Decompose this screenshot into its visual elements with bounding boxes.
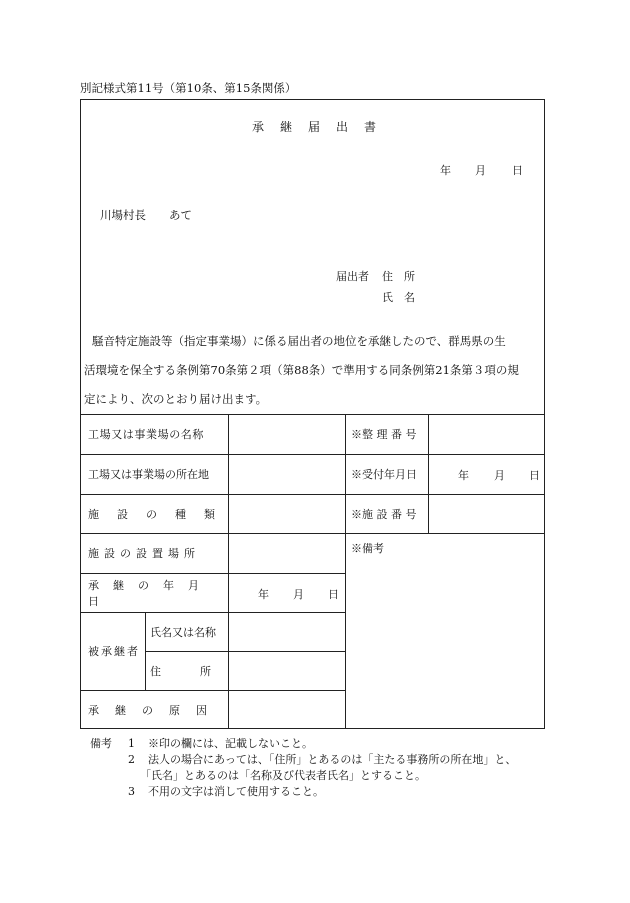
label-succession-reason (88, 690, 224, 729)
succession-date-month: 月 (293, 588, 304, 601)
statement (80, 327, 545, 414)
label-ref-no (351, 414, 427, 454)
label-facility-type-text: 施 設 の 種 類 (88, 507, 219, 521)
statement-line-3: 定により、次のとおり届け出ます。 (84, 392, 268, 406)
date-year: 年 (440, 164, 451, 177)
label-facility-type (88, 494, 224, 533)
note-3-num: 3 (128, 785, 135, 798)
statement-line-2: 活環境を保全する条例第70条第２項（第88条）で準用する同条例第21条第３項の規 (84, 363, 519, 377)
succession-date-day: 日 (328, 588, 339, 601)
label-factory-name (88, 414, 224, 454)
label-predecessor-name (150, 612, 226, 651)
notifier-address-label: 住 所 (382, 270, 415, 283)
statement-line-1: 騒音特定施設等（指定事業場）に係る届出者の地位を承継したので、群馬県の生 (92, 334, 506, 348)
form-caption: 別記様式第11号（第10条、第15条関係） (80, 81, 297, 95)
label-predecessor-address (150, 651, 226, 690)
label-office-remarks: ※備考 (351, 542, 384, 555)
notifier-label: 届出者 (336, 270, 369, 283)
label-facility-no-text: ※施 設 番 号 (351, 507, 417, 521)
label-succession-date (88, 573, 224, 612)
label-facility-no (351, 494, 427, 533)
label-predecessor-address-text: 住 所 (150, 664, 213, 678)
label-factory-location-text: 工場又は事業場の所在地 (88, 468, 209, 481)
note-1-num: 1 (128, 737, 135, 750)
label-predecessor-name-text: 氏名又は名称 (150, 625, 216, 639)
date-month: 月 (475, 164, 486, 177)
note-2-cont: 「氏名」とあるのは「名称及び代表者氏名」とすること。 (140, 769, 426, 782)
label-factory-location (88, 454, 224, 494)
label-succession-reason-text: 承 継 の 原 因 (88, 703, 210, 717)
label-ref-no-text: ※整 理 番 号 (351, 428, 417, 441)
notes-head: 備考 (90, 737, 112, 750)
addressee: 川場村長 あて (100, 208, 192, 222)
label-received-date (351, 454, 427, 494)
received-date-month: 月 (494, 469, 505, 482)
document-title: 承 継 届 出 書 (251, 120, 378, 134)
note-1-text: ※印の欄には、記載しないこと。 (148, 737, 313, 750)
label-factory-name-text: 工場又は事業場の名称 (88, 428, 204, 441)
label-predecessor-text: 被承継者 (88, 645, 140, 658)
label-received-date-text: ※受付年月日 (351, 468, 417, 481)
label-predecessor (88, 612, 145, 690)
note-3-text: 不用の文字は消して使用すること。 (148, 785, 324, 798)
received-date-year: 年 (458, 469, 469, 482)
note-2-text: 法人の場合にあっては、「住所」とあるのは「主たる事務所の所在地」と、 (148, 753, 517, 766)
succession-date-year: 年 (258, 588, 269, 601)
label-facility-place-text: 施設の設置場所 (88, 547, 200, 560)
note-2-num: 2 (128, 753, 135, 766)
date-day: 日 (512, 164, 523, 177)
label-facility-place (88, 533, 224, 573)
received-date-day: 日 (529, 469, 540, 482)
label-succession-date-text: 承 継 の 年 月 日 (88, 578, 213, 608)
notifier-name-label: 氏 名 (382, 291, 415, 304)
